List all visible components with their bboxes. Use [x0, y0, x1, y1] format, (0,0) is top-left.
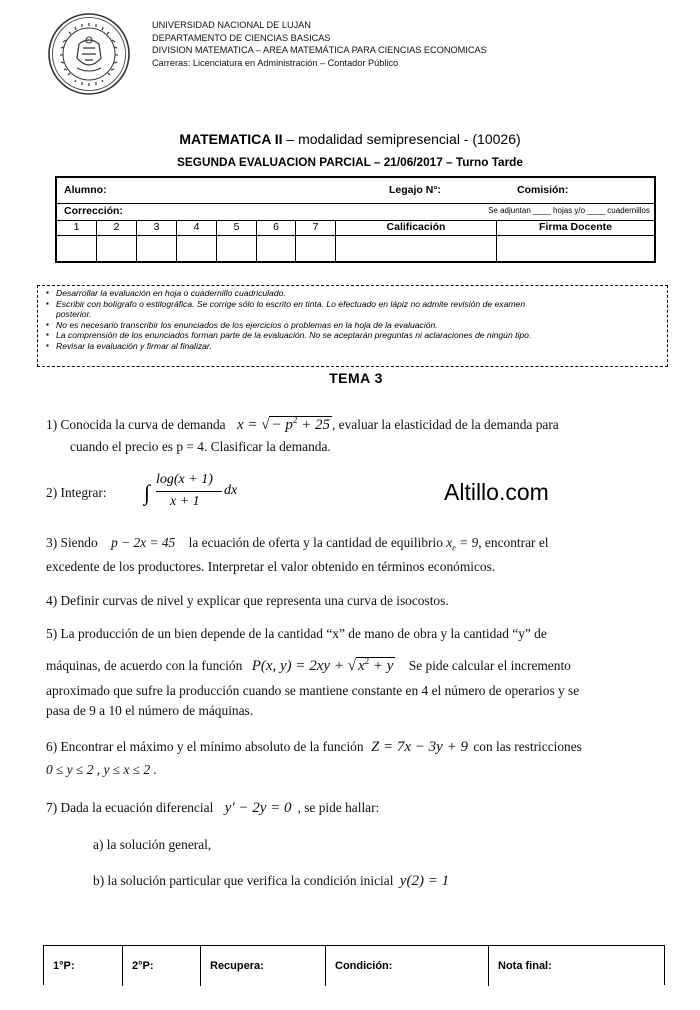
correction-row	[57, 203, 654, 221]
instruction-item: ▪ Escribir con bolígrafo o estilográfica. Se corrige sólo lo escrito en tinta. Lo efectuado en lápiz no admite revisión de examen	[46, 299, 664, 310]
watermark-text: Altillo.com	[444, 479, 549, 505]
instructions-box	[37, 285, 668, 367]
nota-final-cell: Nota final:	[498, 960, 552, 972]
score-cell-7: 7	[296, 220, 336, 261]
student-grade-table	[55, 176, 656, 263]
exam-subtitle: SEGUNDA EVALUACION PARCIAL – 21/06/2017 – Turno Tarde	[177, 155, 523, 169]
instruction-item: ▪ Revisar la evaluación y firmar al finalizar.	[46, 341, 664, 352]
correccion-label: Corrección:	[64, 205, 123, 217]
subject-modality: – modalidad semipresencial - (10026)	[282, 131, 521, 147]
problem-1: 1) Conocida la curva de demanda x = √ − $p^2 + 25$ , evaluar la elasticidad de la demanda para	[46, 415, 559, 433]
alumno-label: Alumno:	[64, 184, 107, 196]
problem-4: 4) Definir curvas de nivel y explicar que representa una curva de isocostos.	[46, 593, 449, 608]
problem-3: 3) Siendo p − 2x = 45 la ecuación de oferta y la cantidad de equilibrio $x_e = 9$, encontrar el	[46, 535, 549, 553]
problem-6: 6) Encontrar el máximo y el mínimo absoluto de la función Z = 7x − 3y + 9 con las restricciones	[46, 739, 582, 755]
problem-5-line-2: máquinas, de acuerdo con la función P(x, y) = 2xy + √ $x^2 + y$ Se pide calcular el incremento	[46, 656, 571, 674]
score-cell-1: 1	[57, 220, 97, 261]
score-grid	[57, 220, 654, 261]
demand-formula: x = √ − $p^2 + 25$	[236, 415, 330, 433]
score-cell-6: 6	[257, 220, 296, 261]
institution-header	[152, 19, 487, 69]
problem-5-line-4: pasa de 9 a 10 el número de máquinas.	[46, 703, 254, 718]
firma-docente-cell: Firma Docente	[497, 220, 654, 261]
attachments-note: Se adjuntan ____ hojas y/o ____ cuadernillos	[488, 206, 650, 215]
header-line-division: DIVISION MATEMATICA – AREA MATEMÁTICA PARA CIENCIAS ECONOMICAS	[152, 45, 487, 56]
differential-equation: y′ − 2y = 0	[224, 800, 292, 816]
condicion-cell: Condición:	[326, 946, 489, 986]
first-partial-cell: 1°P:	[44, 946, 123, 986]
problem-3-line-2: excedente de los productores. Interpretar el valor obtenido en términos económicos.	[46, 559, 496, 574]
header-line-university: UNIVERSIDAD NACIONAL DE LUJAN	[152, 20, 311, 30]
tema-heading: TEMA 3	[329, 370, 383, 386]
problem-7-part-b: b) la solución particular que verifica la condición inicial y(2) = 1	[93, 873, 450, 889]
final-grades-table	[43, 945, 665, 985]
student-info-row	[57, 178, 654, 204]
recupera-cell: Recupera:	[201, 946, 326, 986]
initial-condition: y(2) = 1	[399, 873, 450, 889]
score-cell-5: 5	[217, 220, 257, 261]
score-cell-4: 4	[177, 220, 217, 261]
problem-5: 5) La producción de un bien depende de la cantidad “x” de mano de obra y la cantidad “y” de	[46, 626, 547, 641]
score-cell-2: 2	[97, 220, 137, 261]
instruction-item: ▪ No es necesario transcribir los enunciados de los ejercicios o problemas en la hoja de la evaluación.	[46, 320, 664, 331]
instruction-continuation: posterior.	[56, 309, 92, 320]
second-partial-cell: 2°P:	[123, 946, 201, 986]
instruction-item: ▪ La comprensión de los enunciados forman parte de la evaluación. No se aceptarán preguntas ni aclaraciones de ningún tipo.	[46, 330, 664, 341]
comision-label: Comisión:	[517, 184, 569, 196]
subject-name: MATEMATICA II	[179, 131, 283, 147]
objective-function: Z = 7x − 3y + 9	[370, 739, 468, 755]
problem-5-line-3: aproximado que sufre la producción cuando se mantiene constante en 4 el número de operarios y se	[46, 683, 580, 698]
header-line-department: DEPARTAMENTO DE CIENCIAS BASICAS	[152, 32, 331, 43]
equilibrium-quantity: $x_e = 9$	[446, 535, 479, 553]
supply-equation: p − 2x = 45	[111, 535, 176, 550]
header-line-careers: Carreras: Licenciatura en Administración – Contador Público	[152, 57, 399, 68]
instruction-item: ▪ Desarrollar la evaluación en hoja o cuadernillo cuadriculado.	[46, 288, 664, 299]
calificacion-cell: Calificación	[336, 220, 497, 261]
exam-title	[0, 131, 700, 147]
problem-7-part-a: a) la solución general,	[93, 837, 212, 852]
score-cell-3: 3	[137, 220, 177, 261]
problem-2: 2) Integrar:	[46, 485, 107, 500]
production-function: P(x, y) = 2xy + √ $x^2 + y$	[251, 656, 394, 674]
university-seal-logo	[47, 12, 131, 96]
constraints: 0 ≤ y ≤ 2 , y ≤ x ≤ 2 .	[46, 762, 157, 777]
problem-7: 7) Dada la ecuación diferencial y′ − 2y = 0 , se pide hallar:	[46, 800, 380, 816]
legajo-label: Legajo N°:	[389, 184, 442, 196]
problem-1-line-2: cuando el precio es p = 4. Clasificar la demanda.	[70, 439, 331, 454]
